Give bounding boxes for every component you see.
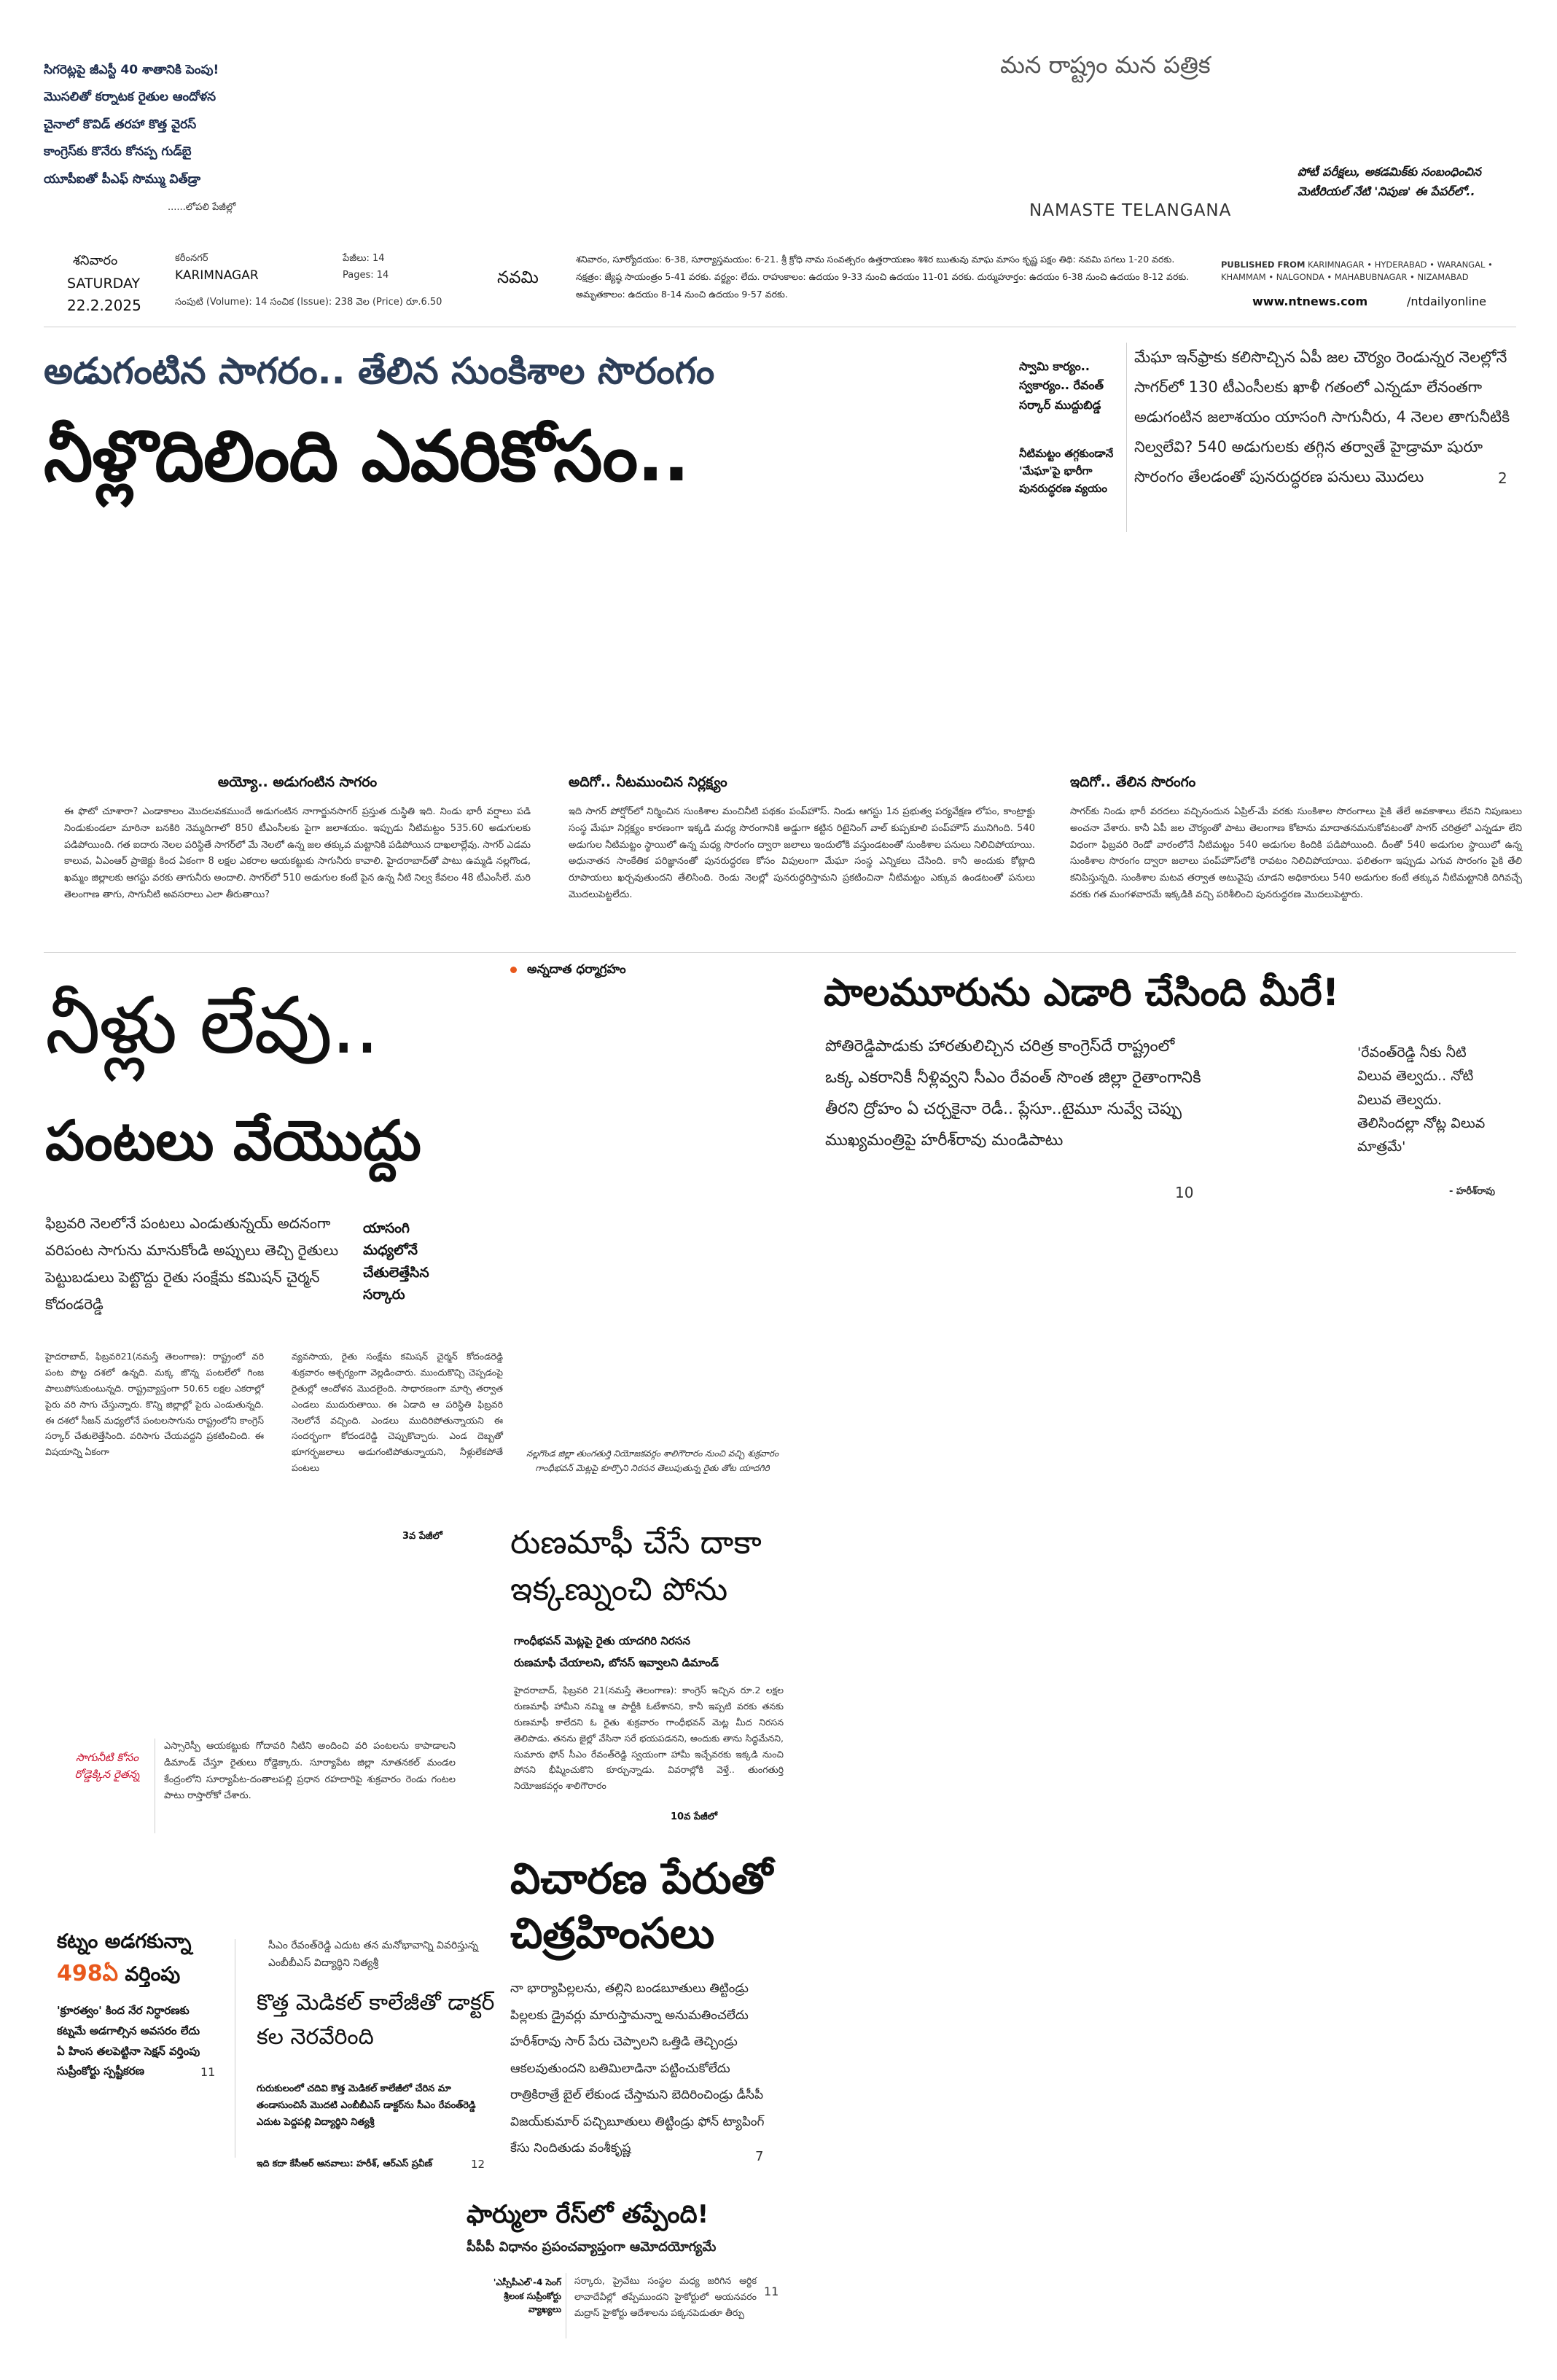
farm-cont[interactable]: 3వ పేజీలో xyxy=(402,1531,442,1542)
social-handle[interactable]: /ntdailyonline xyxy=(1407,294,1486,308)
formula-text: సర్కారు, ప్రైవేటు సంస్థల మధ్య జరిగిన ఆర్థిక లావాదేవీల్లో తప్పేముందని హైకోర్టులో ఆయనవరం మద్రాస్ హైకోర్టు ఆదేశాలను పక్కనపెడుతూ తీర్పు xyxy=(574,2275,757,2318)
lead-col-title: అయ్యో.. అడుగంటిన సాగరం xyxy=(217,774,378,790)
teaser-list xyxy=(44,57,306,193)
lead-col-title: ఇదిగో.. తేలిన సొరంగం xyxy=(1070,774,1196,790)
farm-headline-1[interactable]: నీళ్లు లేవు.. xyxy=(45,980,378,1072)
teaser-item[interactable]: సిగరెట్లపై జీఎస్టీ 40 శాతానికి పెంపు! xyxy=(44,63,219,77)
palamuru-quote: 'రేవంత్‌రెడ్డి నీకు నీటి విలువ తెల్వదు.. నోటి విలువ తెల్వదు. తెలిసిందల్లా నోట్ల విలువ మాత్రమే' xyxy=(1357,1045,1486,1155)
promo-text[interactable]: పోటీ పరీక్షలు, అకడమిక్‌కు సంబంధించిన మెటీరియల్ నేటి 'నిపుణ' ఈ పేపర్‌లో.. xyxy=(1298,165,1482,199)
bullet-dot-icon xyxy=(510,967,517,973)
dowry-number: 498ఏ xyxy=(57,1961,118,1986)
website[interactable]: www.ntnews.com xyxy=(1252,294,1368,308)
torture-page-ref[interactable]: 7 xyxy=(755,2149,764,2164)
issue-date: 22.2.2025 xyxy=(67,297,141,314)
dowry-deck: 'క్రూరత్వం' కింద నేర నిర్ధారణకు కట్నమే అడగాల్సిన అవసరం లేదు ఏ హింస తలపెట్టినా సెక్షన్ వర్తింపు సుప్రీంకోర్టు స్పష్టీకరణ xyxy=(57,2004,200,2078)
medical-footer: ఇది కదా కేసీఆర్ ఆనవాలు: హరీశ్, ఆర్ఎస్ ప్రవీణ్ xyxy=(257,2158,432,2169)
brand-name: NAMASTE TELANGANA xyxy=(1029,201,1232,220)
city-en: KARIMNAGAR xyxy=(175,268,259,283)
loan-text: హైదరాబాద్, ఫిబ్రవరి 21(నమస్తే తెలంగాణ): కాంగ్రెస్ ఇచ్చిన రూ.2 లక్షల రుణమాఫీ హామీని నమ్మి ఆ పార్టీకి ఓటేశానని, కానీ ఇప్పటి వరకు తనకు రుణమాఫీ కాలేదని ఓ రైతు శుక్రవారం గాంధీభవన్ మెట్ల మీద నిరసన తెలిపాడు. తనను జైల్లో వేసినా సరే భయపడనని, అందుకు తాను సిద్ధమేనని, సుమారు ఫోన్ సీఎం రేవంత్‌రెడ్డి స్వయంగా హామీ ఇచ్చేవరకు ఇక్కడి నుంచి పోనని భీష్మించుకొని కూర్చున్నాడు. వివరాల్లోకి వెళ్తే.. తుంగతుర్తి నియోజకవర్గం శాలిగౌరారం xyxy=(514,1685,784,1792)
farm-side-deck: యాసంగి మధ్యలోనే చేతులెత్తేసిన సర్కారు xyxy=(363,1220,429,1303)
published-from xyxy=(1221,259,1527,284)
medical-page-ref[interactable]: 12 xyxy=(471,2158,485,2171)
teaser-item[interactable]: కాంగ్రెస్‌కు కొనేరు కోనప్ప గుడ్‌బై xyxy=(44,144,192,160)
lead-col-2 xyxy=(569,774,1035,904)
formula-deck: పీపీపీ విధానం ప్రపంచవ్యాప్తంగా ఆమోదయోగ్యమే xyxy=(467,2239,717,2255)
lead-photo-area xyxy=(44,539,1516,765)
farm-box-label: సాగునీటి కోసం రోడ్డెక్కిన రైతన్న xyxy=(74,1751,140,1782)
dowry-line-1: కట్నం అడగకున్నా xyxy=(57,1930,192,1953)
loan-headline[interactable]: రుణమాఫీ చేసే దాకా ఇక్కణ్నుంచి పోను xyxy=(510,1524,762,1608)
city-te: కరీంనగర్ xyxy=(175,253,208,264)
farm-col-1: హైదరాబాద్, ఫిబ్రవరి21(నమస్తే తెలంగాణ): రాష్ట్రంలో వరి పంట పొట్ట దశలో ఉన్నది. మక్క జొన్న పంటలేలో గింజ పాలుపోసుకుంటున్నది. రాష్ట్రవ్యాప్తంగా 50.65 లక్షల ఎకరాల్లో పైరు వరి సాగు చేస్తున్నారు. కొన్ని జిల్లాల్లో పైరు ఎండుతున్నది. ఈ దశలో సీజన్ మధ్యలోనే పంటలసాగును రాష్ట్రంలోని కాంగ్రెస్ సర్కార్ చేతులెత్తేసింది. వరిసాగు చేయవద్దని ప్రకటించింది. ఈ విషయాన్ని ఏకంగా xyxy=(45,1351,264,1458)
dowry-page-ref[interactable]: 11 xyxy=(200,2065,216,2079)
lead-col-3 xyxy=(1070,774,1522,904)
day-en: SATURDAY xyxy=(67,276,141,292)
loan-cont[interactable]: 10వ పేజీలో xyxy=(671,1811,717,1822)
published-cities: KARIMNAGAR • HYDERABAD • WARANGAL • KHAMMAM • NALGONDA • MAHABUBNAGAR • NIZAMABAD xyxy=(1221,260,1493,283)
pages-en: Pages: 14 xyxy=(343,270,389,281)
formula-headline[interactable]: ఫార్ములా రేస్‌లో తప్పేంది! xyxy=(467,2200,709,2229)
lead-col-text: ఈ ఫొటో చూశారా? ఎండాకాలం మొదలవకముందే అడుగంటిన నాగార్జునసాగర్ ప్రస్తుత దుస్థితి ఇది. నిండు భారీ వర్షాలు పడి నిండుకుండలా మారినా బనకిరి నెమ్మదిగాలో 850 టీఎంసీలకు పైగా జలాశయం. ఇప్పుడు నీటిమట్టం 535.60 అడుగులకు పడిపోయింది. గత ఐదారు నెలల పరిస్థితే సాగర్‌లో మే నెలలో ఉన్న జల తక్కువ మట్టానికి పడిపోయిన దాఖలాల్లేవు. సాగర్ ఎడమ కాలువ, ఏఎంఆర్ ప్రాజెక్టు కింద ఏకంగా 8 లక్షల ఎకరాల ఆయకట్టుకు సాగునీరు కావాలి. హైదరాబాద్‌తో పాటు ఉమ్మడి నల్లగొండ, ఖమ్మం జిల్లాలకు ఆగస్టు వరకు తాగునీరు అందాలి. సాగర్‌లో 510 అడుగుల కంటే పైన ఉన్న నీటి నిల్వ కేవలం 48 టీఎంసీలే. మరి తెలంగాణ తాగు, సాగునీటి అవసరాలు ఎలా తీరుతాయి? xyxy=(64,806,531,900)
volume-line: సంపుటి (Volume): 14 సంచిక (Issue): 238 వెల (Price) రూ.6.50 xyxy=(175,297,442,308)
palamuru-headline[interactable]: పాలమూరును ఎడారి చేసింది మీరే! xyxy=(824,971,1340,1015)
lead-side-divider xyxy=(1126,343,1127,532)
farm-box-text: ఎస్సారెస్పీ ఆయకట్టుకు గోదావరి నీటిని అందించి వరి పంటలను కాపాడాలని డిమాండ్ చేస్తూ రైతులు రోడ్డెక్కారు. సూర్యాపేట జిల్లా నూతనకల్ మండల కేంద్రంలోని సూర్యాపేట-దంతాలపల్లి ప్రధాన రహదారిపై శుక్రవారం రెండు గంటల పాటు రాస్తారోకో చేశారు. xyxy=(164,1741,456,1802)
teaser-more: ......లోపలి పేజీల్లో xyxy=(168,202,236,213)
lead-col-title: అదిగో.. నీటముంచిన నిర్లక్ష్యం xyxy=(569,774,727,790)
teaser-item[interactable]: చైనాలో కొవిడ్ తరహా కొత్త వైరస్ xyxy=(44,117,197,132)
pages-te: పేజీలు: 14 xyxy=(343,253,385,264)
teaser-item[interactable]: మొసలితో కర్నాటక రైతుల ఆందోళన xyxy=(44,90,216,105)
formula-side: 'ఎస్సీపీఎల్'-4 సెంగ్ శ్రీలంక సుప్రీంకోర్టు వ్యాఖ్యలు xyxy=(493,2277,561,2315)
lead-col-text: ఇది సాగర్ పోర్షోర్‌లో నిర్మించిన సుంకిశాల మంచినీటి పథకం పంప్‌హౌస్. నిండు ఆగస్టు 1న ప్రభుత్వ పర్యవేక్షణ లోపం, కాంట్రాక్టు సంస్థ మేఘా నిర్లక్ష్యం కారణంగా ఇక్కడి మధ్య సొరంగానికి అడ్డుగా కట్టిన రిటైనింగ్ వాల్ కుప్పకూలి పంప్‌హౌస్ మునిగింది. 540 అడుగుల నీటిమట్టం స్థాయిలో ఉన్న మధ్య సొరంగం ద్వారా జలాలు ఇందులోకి వస్తుండటంతో సుంకిశాల పనులు నిలిచిపోయాయి. అధునాతన సాంకేతిక పరిజ్ఞానంతో పునరుద్ధరణ కోసం విపులంగా మేఘా సంస్థ ఎన్నికలు చేసింది. కానీ అందుకు కోట్లాది రూపాయలు ఖర్చవుతుందని తేలిసింది. రెండు నెలల్లో పునరుద్ధరిస్తామని ప్రకటించినా నీటిమట్టం ఎక్కువ ఉండటంతో పనులు మొదలుపెట్టలేదు. xyxy=(569,806,1035,900)
day-te: శనివారం xyxy=(73,253,118,268)
tithi: నవమి xyxy=(497,268,539,287)
loan-deck-1: గాంధీభవన్ మెట్లపై రైతు యాదగిరి నిరసన xyxy=(514,1634,690,1647)
published-label: PUBLISHED FROM xyxy=(1221,260,1306,270)
lead-bottom-divider xyxy=(44,952,1516,953)
palamuru-deck: పోతిరెడ్డిపాడుకు హారతులిచ్చిన చరిత్ర కాంగ్రెస్‌దే రాష్ట్రంలో ఒక్క ఎకరానికీ నీళ్లివ్వని సీఎం రేవంత్ సొంత జిల్లా రైతాంగానికి తీరని ద్రోహం ఏ చర్చకైనా రెడీ.. ప్లేసూ..టైమూ నువ్వే చెప్పు ముఖ్యమంత్రిపై హరీశ్‌రావు మండిపాటు xyxy=(825,1037,1201,1150)
medical-intro: సీఎం రేవంత్‌రెడ్డి ఎదుట తన మనోభావాన్ని వివరిస్తున్న ఎంబీబీఎస్ విద్యార్థిని నిత్యశ్రీ xyxy=(268,1940,478,1969)
lead-page-ref[interactable]: 2 xyxy=(1498,469,1507,487)
medical-deck: గురుకులంలో చదివి కొత్త మెడికల్ కాలేజీలో చేరిన మా తండాసుంచిసే మొదటి ఎంబీబీఎస్ డాక్టర్‌ను సీఎం రేవంత్‌రెడ్డి ఎదుట పెద్దపల్లి విద్యార్థిని నిత్యశ్రీ xyxy=(257,2083,476,2128)
medical-headline[interactable]: కొత్త మెడికల్ కాలేజీతో డాక్టర్ కల నెరవేరింది xyxy=(257,1990,495,2050)
loan-caption: నల్లగొండ జిల్లా తుంగతుర్తి నియోజకవర్గం శాలిగౌరారం నుంచి వచ్చి శుక్రవారం గాంధీభవన్ మెట్లపై కూర్చొని నిరసన తెలుపుతున్న రైతు తోట యాదగిరి xyxy=(526,1448,779,1473)
section-tag xyxy=(510,962,626,980)
lead-kicker: అడుగంటిన సాగరం.. తేలిన సుంకిశాల సొరంగం xyxy=(44,350,715,392)
palamuru-page-ref[interactable]: 10 xyxy=(1175,1184,1194,1201)
lead-col-text: సాగర్‌కు నిండు భారీ వరదలు వచ్చినందున ఏప్రిల్-మే వరకు సుంకిశాల సొరంగాలు పైకి తేలే అవకాశాలు లేవని నిపుణులు అంచనా వేశారు. కానీ ఏపీ జల చౌర్యంతో పాటు తెలంగాణ కోటాను మాదాతనమనుకోవటంతో సాగర్ చరిత్రలో ఎన్నడూ లేని విధంగా ఫిబ్రవరి రెండో వారంలోనే నీటిమట్టం 540 అడుగుల కిందికి పడిపోయింది. దీంతో 540 అడుగుల స్థాయిలో ఉన్న సుంకిశాల సొరంగం ద్వారా జలాలు పంప్‌హౌస్‌లోకి రావటం నిలిచిపోయాయి. ఫలితంగా ఇప్పుడు ఎగువ సొరంగం పైకి తేలి కనిపిస్తున్నది. సుంకిశాల మటవ తర్వాత అటువైపు చూడని అధికారులు 540 అడుగుల కంటే తక్కువ నీటిమట్టానికి దిగివచ్చే వరకు గత మంగళవారమే ఇక్కడికి వచ్చి పరిశీలించి పునరుద్ధరణ మొదలుపెట్టారు. xyxy=(1070,806,1522,900)
farm-headline-2[interactable]: పంటలు వేయొద్దు xyxy=(45,1108,421,1173)
torture-headline[interactable]: విచారణ పేరుతో చిత్రహింసలు xyxy=(510,1854,773,1959)
formula-page-ref[interactable]: 11 xyxy=(764,2285,779,2298)
farm-col-2: వ్యవసాయ, రైతు సంక్షేమ కమిషన్ చైర్మన్ కోదండరెడ్డి శుక్రవారం ఆశ్చర్యంగా వెల్లడించారు. ముందుకొచ్చి చెప్పడంపై రైతుల్లో ఆందోళన మొదలైంది. సాధారణంగా మార్చి తర్వాత ఎండలు ముదురుతాయి. ఈ ఏడాది ఆ పరిస్థితి ఫిబ్రవరి నెలలోనే వచ్చింది. ఎండలు ముదిరిపోతున్నాయని ఈ సందర్భంగా కోదండరెడ్డి చెప్పుకొచ్చారు. ఎండ దెబ్బతో భూగర్భజలాలు అడుగంటిపోతున్నాయని, నీళ్లులేకపోతే పంటలు xyxy=(292,1351,503,1474)
tagline: మన రాష్ట్రం మన పత్రిక xyxy=(1000,51,1211,79)
farm-deck: ఫిబ్రవరి నెలలోనే పంటలు ఎండుతున్నయ్ అదనంగా వరిపంట సాగును మానుకోండి అప్పులు తెచ్చి రైతులు పెట్టుబడులు పెట్టొద్దు రైతు సంక్షేమ కమిషన్ చైర్మన్ కోదండరెడ్డి xyxy=(45,1214,339,1313)
dowry-line-2: వర్తింపు xyxy=(125,1963,181,1986)
lead-headline[interactable]: నీళ్లొదిలింది ఎవరికోసం.. xyxy=(44,415,690,497)
torture-deck: నా భార్యాపిల్లలను, తల్లిని బండబూతులు తిట్టిండ్రు పిల్లలకు డ్రైవర్లు మారుస్తామన్నా అనుమతించలేదు హరీశ్‌రావు సార్ పేరు చెప్పాలని ఒత్తిడి తెచ్చిండ్రు ఆకలవుతుందని బతిమిలాడినా పట్టించుకోలేదు రాత్రికిరాత్రే బైల్ లేకుండ చేస్తామని బెదిరించిండ్రు డీసీపీ విజయ్‌కుమార్ పచ్చిబూతులు తిట్టిండ్రు ఫోన్ ట్యాపింగ్ కేసు నిందితుడు వంశీకృష్ణ xyxy=(510,1981,765,2156)
loan-deck-2: రుణమాఫీ చేయాలని, బోనస్ ఇవ్వాలని డిమాండ్ xyxy=(514,1656,719,1669)
palamuru-quote-by: - హరీశ్‌రావు xyxy=(1449,1186,1495,1197)
lead-side-q1: స్వామి కార్యం.. స్వకార్యం.. రేవంత్ సర్కార్ ముద్దుబిడ్డ xyxy=(1019,359,1104,412)
lead-col-1 xyxy=(64,774,531,904)
section-tag-label: అన్నదాత ధర్మాగ్రహం xyxy=(527,962,626,977)
dowry-headline[interactable] xyxy=(57,1930,232,1991)
teaser-item[interactable]: యూపీఐతో పీఎఫ్ సొమ్ము విత్‌డ్రా xyxy=(44,171,201,187)
lead-deck: మేఘా ఇన్‌ఫ్రాకు కలిసొచ్చిన ఏపీ జల చౌర్యం రెండున్నర నెలల్లోనే సాగర్‌లో 130 టీఎంసీలకు ఖాళీ గతంలో ఎన్నడూ లేనంతగా అడుగంటిన జలాశయం యాసంగి సాగునీరు, 4 నెలల తాగునీటికి నిల్వలేవి? 540 అడుగులకు తగ్గిన తర్వాతే హైడ్రామా షురూ సొరంగం తేలడంతో పునరుద్ధరణ పనులు మొదలు xyxy=(1134,348,1510,485)
lead-side-q2: నీటిమట్టం తగ్గకుండానే 'మేఘా'పై భారీగా పునరుద్ధరణ వ్యయం xyxy=(1019,447,1114,495)
panchang: శనివారం, సూర్యోదయం: 6-38, సూర్యాస్తమయం: 6-21. శ్రీ క్రోధి నామ సంవత్సరం ఉత్తరాయణం శిశిర ఋతువు మాఘ మాసం కృష్ణ పక్షం తిథి: నవమి పగలు 1-20 వరకు. నక్షత్రం: జ్యేష్ఠ సాయంత్రం 5-41 వరకు. వర్జ్యం: లేదు. రాహుకాలం: ఉదయం 9-33 నుంచి ఉదయం 11-01 వరకు. దుర్ముహూర్తం: ఉదయం 6-38 నుంచి ఉదయం 8-12 వరకు. అమృతకాలం: ఉదయం 8-14 నుంచి ఉదయం 9-57 వరకు. xyxy=(576,254,1190,300)
